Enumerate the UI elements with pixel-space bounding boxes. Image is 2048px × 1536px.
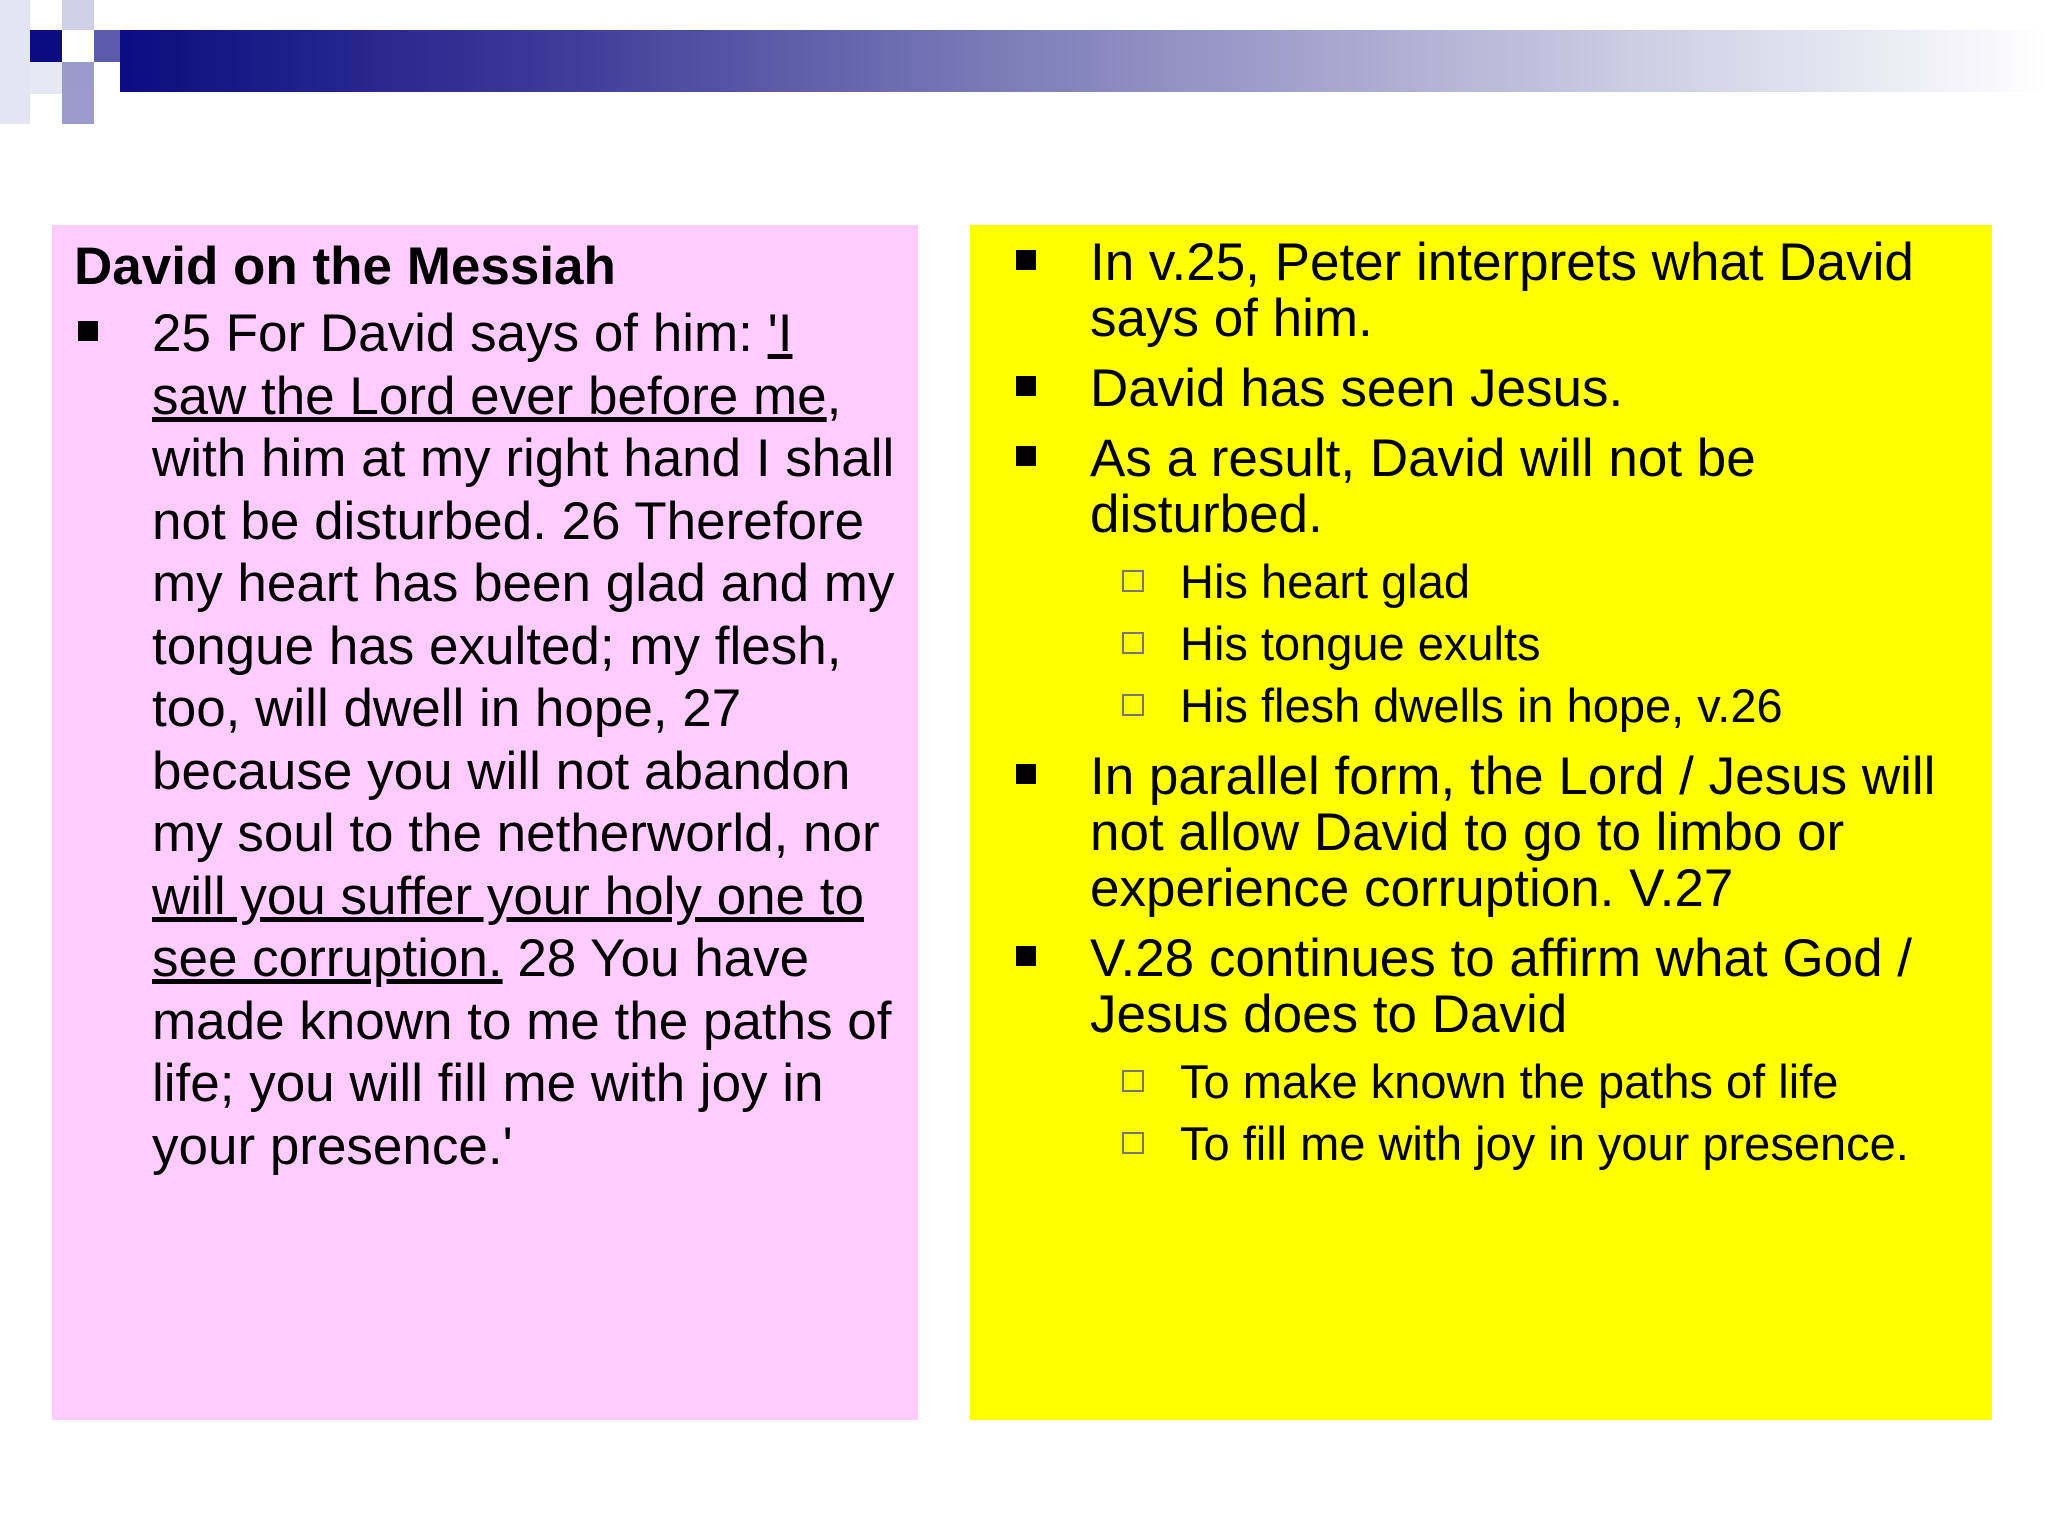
quote-text: , with him at my right hand I shall not be disturbed. 26 Therefore my heart has been glad and my tongue has exulted; my flesh, too, will dwell in hope, 27 because you will not abandon my soul to the netherworld, nor xyxy=(152,366,895,863)
list-item-text: As a result, David will not be disturbed. xyxy=(1090,429,1756,544)
sublist-item xyxy=(994,613,1982,675)
quote-underlined-text: 'I saw the Lord ever before me xyxy=(152,304,827,426)
square-bullet-icon xyxy=(1016,250,1036,270)
sublist-item xyxy=(994,1051,1982,1113)
header-square xyxy=(62,62,94,94)
list-item xyxy=(994,931,1982,1043)
sublist-item-text: To make known the paths of life xyxy=(1180,1055,1839,1108)
panel-title: David on the Messiah xyxy=(74,237,616,296)
sublist xyxy=(994,551,1982,737)
list-item-text: In v.25, Peter interprets what David says of him. xyxy=(1090,233,1914,348)
header-square xyxy=(30,30,62,62)
list-item xyxy=(994,431,1982,543)
square-bullet-icon xyxy=(78,321,98,341)
square-bullet-icon xyxy=(1016,446,1036,466)
quote-text: 25 For David says of him: xyxy=(152,304,768,363)
hollow-square-bullet-icon xyxy=(1122,570,1144,592)
square-bullet-icon xyxy=(1016,946,1036,966)
list-item xyxy=(994,749,1982,917)
sublist-item-text: His tongue exults xyxy=(1180,617,1541,670)
sublist xyxy=(994,1051,1982,1175)
header-square xyxy=(62,94,94,124)
quote-text: 28 You have made known to me the paths of life; you will fill me with joy in your presence.' xyxy=(152,929,892,1176)
left-panel xyxy=(52,225,918,1420)
header-square xyxy=(0,0,30,124)
sublist-item-text: His flesh dwells in hope, v.26 xyxy=(1180,679,1783,732)
square-bullet-icon xyxy=(1016,376,1036,396)
list-item-text: In parallel form, the Lord / Jesus will not allow David to go to limbo or experience corruption. V.27 xyxy=(1090,747,1936,918)
square-bullet-icon xyxy=(1016,764,1036,784)
header-gradient-bar xyxy=(120,30,2048,92)
hollow-square-bullet-icon xyxy=(1122,1132,1144,1154)
sublist-item xyxy=(994,1113,1982,1175)
list-item-text: V.28 continues to affirm what God / Jesus does to David xyxy=(1090,929,1912,1044)
sublist-item xyxy=(994,551,1982,613)
header-square xyxy=(30,62,62,94)
header-square xyxy=(62,0,94,30)
sublist-item-text: To fill me with joy in your presence. xyxy=(1180,1117,1909,1170)
list-item xyxy=(994,361,1982,417)
hollow-square-bullet-icon xyxy=(1122,694,1144,716)
sublist-item-text: His heart glad xyxy=(1180,555,1470,608)
hollow-square-bullet-icon xyxy=(1122,632,1144,654)
quote-item xyxy=(74,303,898,1178)
sublist-item xyxy=(994,675,1982,737)
hollow-square-bullet-icon xyxy=(1122,1070,1144,1092)
quote-underlined-text: will you suffer your holy one to see corruption. xyxy=(152,866,864,988)
right-panel xyxy=(970,225,1992,1420)
list-item-text: David has seen Jesus. xyxy=(1090,359,1624,418)
list-item xyxy=(994,235,1982,347)
